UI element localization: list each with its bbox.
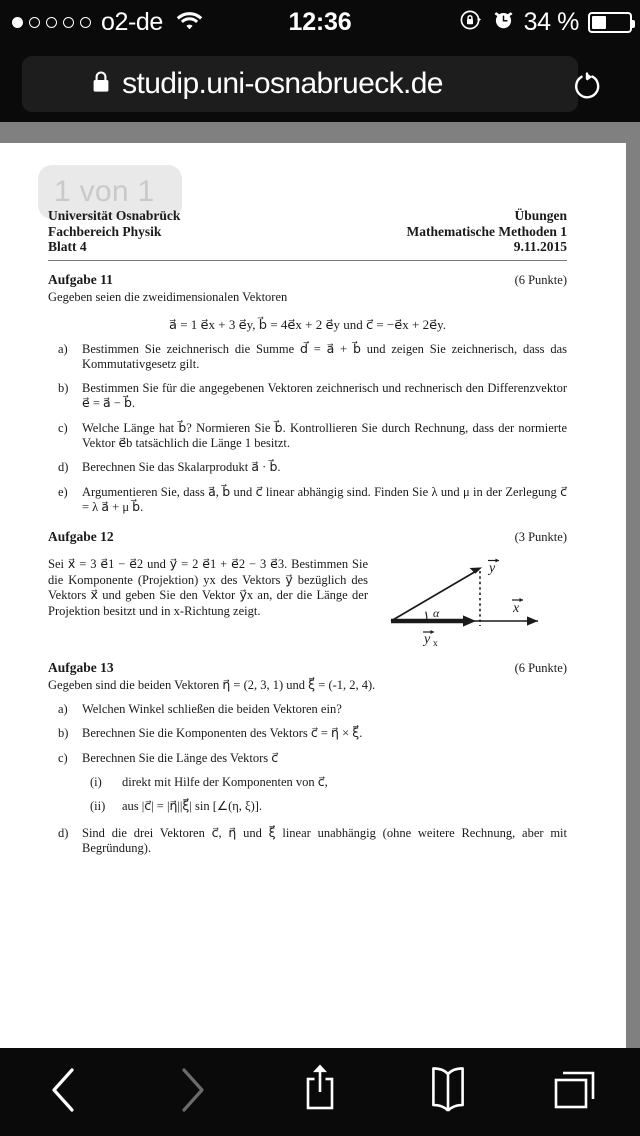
page-indicator-badge: 1 von 1 bbox=[38, 165, 182, 219]
task-aufgabe-12 bbox=[48, 529, 567, 648]
bookmarks-icon bbox=[425, 1064, 471, 1121]
item-marker: b) bbox=[58, 381, 69, 396]
browser-address-bar bbox=[0, 44, 640, 122]
task-12-text: Sei x⃗ = 3 e⃗1 − e⃗2 und y⃗ = 2 e⃗1 + e⃗2 − 3 e⃗3. Bestimmen Sie die Komponente (Projektion) yx des Vektors y⃗ bezüglich des Vektors x⃗ und geben Sie den Vektor y⃗x an, der die Länge der Projektion besitzt und in x-Richtung zeigt. bbox=[48, 557, 368, 618]
task-13-points: (6 Punkte) bbox=[514, 661, 567, 676]
tabs-button[interactable] bbox=[512, 1048, 640, 1136]
header-type: Übungen bbox=[514, 208, 567, 223]
header-date: 9.11.2015 bbox=[513, 239, 567, 254]
item-text: Bestimmen Sie zeichnerisch die Summe d⃗ = a⃗ + b⃗ und zeigen Sie zeichnerisch, dass das Kommutativgesetz gilt. bbox=[82, 341, 567, 371]
task-12-title: Aufgabe 12 bbox=[48, 529, 114, 545]
task-11-title: Aufgabe 11 bbox=[48, 271, 113, 287]
item-text: Argumentieren Sie, dass a⃗, b⃗ und c⃗ linear abhängig sind. Finden Sie λ und μ in der Zerlegung c⃗ = λ a⃗ + μ b⃗. bbox=[82, 484, 567, 514]
reload-icon[interactable] bbox=[570, 68, 604, 107]
header-sheet: Blatt 4 bbox=[48, 239, 87, 254]
battery-icon bbox=[588, 12, 632, 33]
svg-text:α: α bbox=[432, 606, 439, 621]
vertical-scrollbar[interactable] bbox=[626, 143, 640, 1048]
share-button[interactable] bbox=[256, 1048, 384, 1136]
lock-icon bbox=[91, 70, 111, 99]
battery-percent-label: 34 % bbox=[523, 7, 579, 36]
status-bar bbox=[0, 0, 640, 44]
svg-text:y: y bbox=[488, 561, 495, 577]
back-button[interactable] bbox=[0, 1048, 128, 1136]
task-13-subitems bbox=[82, 775, 567, 815]
item-text: Welche Länge hat b⃗? Normieren Sie b⃗. Kontrollieren Sie durch Rechnung, dass der normierte Vektor e⃗b tatsächlich die Länge 1 besitzt. bbox=[82, 420, 567, 450]
task-aufgabe-13 bbox=[48, 660, 567, 856]
vector-projection-diagram bbox=[368, 549, 567, 648]
svg-text:x: x bbox=[432, 639, 438, 649]
task-11-formula: a⃗ = 1 e⃗x + 3 e⃗y, b⃗ = 4e⃗x + 2 e⃗y und c⃗ = −e⃗x + 2e⃗y. bbox=[169, 316, 446, 332]
task-12-head bbox=[48, 529, 567, 545]
forward-button[interactable] bbox=[128, 1048, 256, 1136]
list-item bbox=[82, 775, 567, 790]
share-icon bbox=[299, 1062, 341, 1123]
list-item bbox=[48, 342, 567, 373]
task-11-head bbox=[48, 272, 567, 288]
list-item bbox=[82, 799, 567, 814]
document-header-right bbox=[407, 208, 567, 255]
list-item bbox=[48, 381, 567, 412]
back-chevron-icon bbox=[47, 1064, 81, 1121]
task-12-points: (3 Punkte) bbox=[514, 530, 567, 545]
list-item bbox=[48, 726, 567, 741]
item-marker: a) bbox=[58, 341, 68, 356]
item-marker: d) bbox=[58, 460, 69, 475]
list-item bbox=[48, 826, 567, 857]
pdf-page-view[interactable] bbox=[0, 143, 626, 1048]
item-text: Berechnen Sie die Länge des Vektors c⃗ bbox=[82, 750, 279, 765]
task-11-intro: Gegeben seien die zweidimensionalen Vektoren bbox=[48, 289, 288, 304]
list-item bbox=[48, 751, 567, 815]
url-text: studip.uni-osnabrueck.de bbox=[122, 67, 443, 100]
task-12-body-row bbox=[48, 549, 567, 648]
item-text: Bestimmen Sie für die angegebenen Vektoren zeichnerisch und rechnerisch den Differenzvektor e⃗ = a⃗ − b⃗. bbox=[82, 381, 567, 411]
header-rule bbox=[48, 260, 567, 261]
task-11-items bbox=[48, 342, 567, 516]
forward-chevron-icon bbox=[175, 1064, 209, 1121]
item-marker: c) bbox=[58, 420, 68, 435]
header-university: Universität Osnabrück bbox=[48, 208, 181, 223]
header-department: Fachbereich Physik bbox=[48, 223, 162, 239]
list-item bbox=[48, 421, 567, 452]
subitem-marker: (i) bbox=[90, 775, 102, 790]
item-marker: e) bbox=[58, 484, 68, 499]
task-13-items bbox=[48, 702, 567, 856]
document-header bbox=[48, 143, 567, 255]
task-13-title: Aufgabe 13 bbox=[48, 660, 114, 676]
svg-text:y: y bbox=[423, 632, 430, 648]
carrier-label: o2-de bbox=[101, 7, 163, 36]
item-text: Berechnen Sie das Skalarprodukt a⃗ · b⃗. bbox=[82, 460, 281, 475]
rotation-lock-icon bbox=[459, 8, 483, 37]
list-item bbox=[48, 702, 567, 717]
subitem-marker: (ii) bbox=[90, 799, 106, 814]
bookmarks-button[interactable] bbox=[384, 1048, 512, 1136]
page-top-divider bbox=[0, 122, 640, 143]
browser-bottom-toolbar bbox=[0, 1048, 640, 1136]
exercise-sheet-document bbox=[48, 143, 567, 856]
task-aufgabe-11 bbox=[48, 272, 567, 516]
subitem-text: aus |c⃗| = |η⃗||ξ⃗| sin [∠(η, ξ)]. bbox=[122, 799, 263, 814]
item-text: Sind die drei Vektoren c⃗, η⃗ und ξ⃗ linear unabhängig (ohne weitere Rechnung, aber mit Begründung). bbox=[82, 825, 567, 855]
item-marker: b) bbox=[58, 726, 69, 741]
tabs-icon bbox=[550, 1064, 602, 1121]
task-13-head bbox=[48, 660, 567, 676]
header-course: Mathematische Methoden 1 bbox=[406, 223, 567, 239]
url-field[interactable] bbox=[22, 56, 578, 112]
list-item bbox=[48, 485, 567, 516]
task-11-points: (6 Punkte) bbox=[514, 272, 567, 287]
list-item bbox=[48, 460, 567, 475]
task-13-intro: Gegeben sind die beiden Vektoren η⃗ = (2, 3, 1) und ξ⃗ = (-1, 2, 4). bbox=[48, 678, 376, 693]
item-marker: d) bbox=[58, 825, 69, 840]
document-header-left bbox=[48, 208, 180, 255]
status-bar-right bbox=[459, 0, 632, 44]
item-text: Berechnen Sie die Komponenten des Vektors c⃗ = η⃗ × ξ⃗. bbox=[82, 726, 363, 741]
item-marker: c) bbox=[58, 750, 68, 765]
alarm-clock-icon bbox=[492, 8, 515, 36]
battery-fill bbox=[592, 16, 606, 29]
item-text: Welchen Winkel schließen die beiden Vektoren ein? bbox=[82, 702, 342, 717]
svg-text:x: x bbox=[512, 601, 519, 617]
subitem-text: direkt mit Hilfe der Komponenten von c⃗, bbox=[122, 775, 328, 790]
item-marker: a) bbox=[58, 702, 68, 717]
clock-label: 12:36 bbox=[288, 7, 352, 36]
